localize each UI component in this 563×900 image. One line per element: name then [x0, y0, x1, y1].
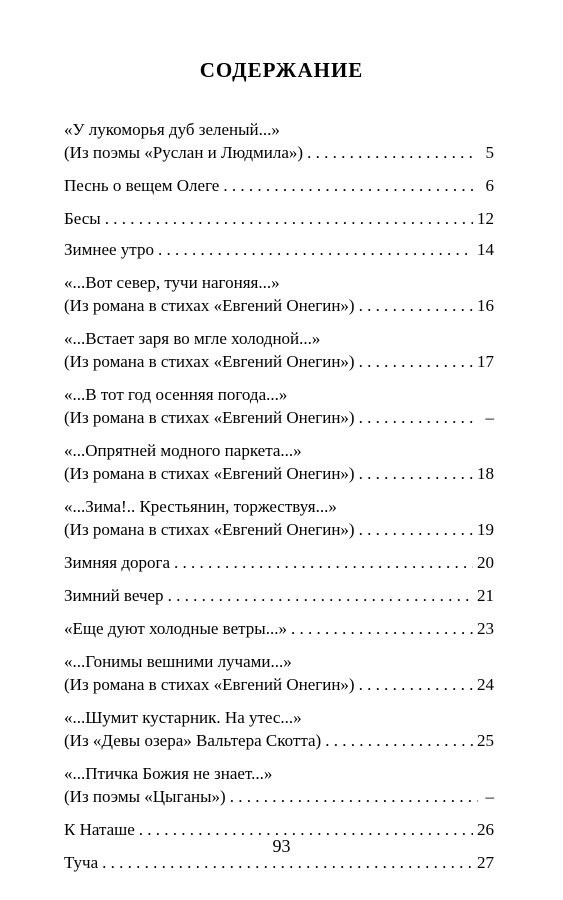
toc-page-number: 25 — [477, 731, 494, 750]
toc-entry — [64, 207, 494, 230]
toc-entry — [64, 650, 494, 696]
dot-leader — [307, 141, 478, 164]
toc-entry-title: (Из поэмы «Цыганы») — [64, 787, 226, 806]
page-number: 93 — [272, 836, 291, 856]
table-of-contents — [64, 118, 494, 884]
toc-entry-leader-row — [64, 294, 494, 317]
dot-leader — [291, 617, 473, 640]
toc-entry-title: Бесы — [64, 209, 101, 228]
toc-page-number: – — [485, 787, 494, 806]
dot-leader — [359, 350, 473, 373]
toc-entry — [64, 551, 494, 574]
toc-entry-line: «...В тот год осенняя погода...» — [64, 385, 288, 404]
toc-entry-leader-row — [64, 141, 494, 164]
toc-entry-leader-row — [64, 785, 494, 808]
toc-entry-line: «...Вот север, тучи нагоняя...» — [64, 273, 280, 292]
toc-entry-title: К Наташе — [64, 820, 135, 839]
toc-entry-leader-row — [64, 673, 494, 696]
toc-page-number: 19 — [477, 520, 494, 539]
toc-entry-leader-row — [64, 350, 494, 373]
toc-entry-title: (Из романа в стихах «Евгений Онегин») — [64, 464, 355, 483]
toc-entry-title: Песнь о вещем Олеге — [64, 176, 220, 195]
toc-page-number: 17 — [477, 352, 494, 371]
toc-entry-leader-row — [64, 174, 494, 197]
toc-entry — [64, 584, 494, 607]
toc-entry-title: (Из романа в стихах «Евгений Онегин») — [64, 520, 355, 539]
toc-entry — [64, 327, 494, 373]
toc-entry-line: «...Гонимы вешними лучами...» — [64, 652, 292, 671]
dot-leader — [359, 673, 473, 696]
toc-entry-line: «...Птичка Божия не знает...» — [64, 764, 273, 783]
dot-leader — [325, 729, 473, 752]
toc-entry-leader-row — [64, 462, 494, 485]
dot-leader — [359, 518, 473, 541]
toc-page-number: 6 — [485, 176, 494, 195]
toc-page-number: 16 — [477, 296, 494, 315]
dot-leader — [359, 462, 473, 485]
toc-entry-title: Зимнее утро — [64, 240, 154, 259]
toc-entry-leader-row — [64, 551, 494, 574]
toc-entry-line: «...Шумит кустарник. На утес...» — [64, 708, 302, 727]
toc-entry-title: Зимняя дорога — [64, 553, 171, 572]
toc-entry-title: Туча — [64, 853, 99, 872]
dot-leader — [158, 238, 473, 261]
toc-entry-line: «У лукоморья дуб зеленый...» — [64, 120, 280, 139]
dot-leader — [359, 294, 473, 317]
toc-entry-title: Зимний вечер — [64, 586, 164, 605]
toc-entry-title: (Из романа в стихах «Евгений Онегин») — [64, 408, 355, 427]
toc-page-number: 27 — [477, 853, 494, 872]
toc-entry-line: «...Зима!.. Крестьянин, торжествуя...» — [64, 497, 337, 516]
toc-entry-leader-row — [64, 207, 494, 230]
toc-entry-line: «...Встает заря во мгле холодной...» — [64, 329, 321, 348]
dot-leader — [174, 551, 473, 574]
toc-entry-leader-row — [64, 584, 494, 607]
toc-entry-line: «...Опрятней модного паркета...» — [64, 441, 302, 460]
toc-page-number: 14 — [477, 240, 494, 259]
dot-leader — [105, 207, 473, 230]
toc-entry — [64, 706, 494, 752]
toc-entry-title: (Из романа в стихах «Евгений Онегин») — [64, 675, 355, 694]
toc-entry-leader-row — [64, 238, 494, 261]
toc-entry-title: (Из романа в стихах «Евгений Онегин») — [64, 296, 355, 315]
toc-entry — [64, 118, 494, 164]
dot-leader — [359, 406, 478, 429]
toc-entry — [64, 617, 494, 640]
toc-entry-leader-row — [64, 406, 494, 429]
toc-page-number: 12 — [477, 209, 494, 228]
toc-entry — [64, 238, 494, 261]
toc-page-number: – — [485, 408, 494, 427]
dot-leader — [223, 174, 478, 197]
toc-entry — [64, 495, 494, 541]
toc-page-number: 18 — [477, 464, 494, 483]
toc-page-number: 21 — [477, 586, 494, 605]
dot-leader — [168, 584, 473, 607]
toc-page-number: 5 — [485, 143, 494, 162]
toc-entry-title: «Еще дуют холодные ветры...» — [64, 619, 287, 638]
toc-entry-title: (Из «Девы озера» Вальтера Скотта) — [64, 731, 322, 750]
page-title: СОДЕРЖАНИЕ — [199, 58, 364, 82]
toc-entry — [64, 762, 494, 808]
toc-page-number: 26 — [477, 820, 494, 839]
toc-page-number: 20 — [477, 553, 494, 572]
toc-entry — [64, 271, 494, 317]
toc-entry-title: (Из романа в стихах «Евгений Онегин») — [64, 352, 355, 371]
toc-entry — [64, 439, 494, 485]
toc-page-number: 23 — [477, 619, 494, 638]
toc-entry-leader-row — [64, 518, 494, 541]
toc-entry-title: (Из поэмы «Руслан и Людмила») — [64, 143, 304, 162]
toc-entry-leader-row — [64, 617, 494, 640]
toc-entry-leader-row — [64, 729, 494, 752]
dot-leader — [230, 785, 478, 808]
toc-entry — [64, 383, 494, 429]
toc-entry — [64, 174, 494, 197]
toc-page-number: 24 — [477, 675, 494, 694]
